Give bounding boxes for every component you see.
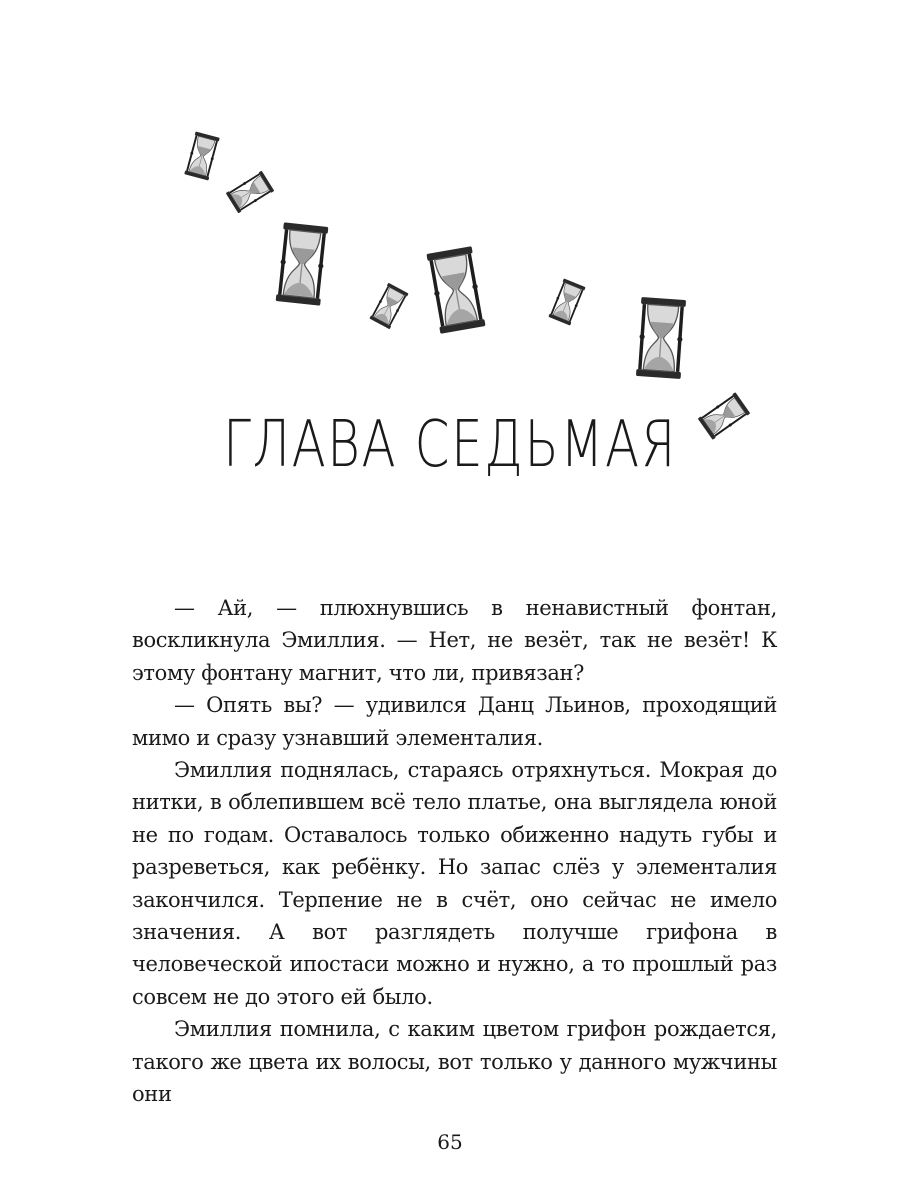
chapter-title: ГЛАВА СЕДЬМАЯ [223,408,677,482]
hourglass-icon [276,222,329,305]
paragraph: Эмиллия поднялась, стараясь отряхнуться. Мокрая до нитки, в облепившем всё тело платье, она выглядела юной не по годам. Оставалось только обиженно надуть губы и разреветься, как ребёнку. Но запас слёз у элементалия закончился. Терпение не в счёт, оно сейчас не имело значения. А вот разглядеть получше грифона в человеческой ипостаси можно и нужно, а то прошлый раз совсем не до этого ей было. [132,758,777,1009]
body-text [132,592,777,1111]
hourglass-icon [636,297,686,379]
hourglass-icon [548,278,585,325]
paragraph: — Ай, — плюхнувшись в ненавистный фонтан, воскликнула Эмиллия. — Нет, не везёт, так не везёт! К этому фонтану магнит, что ли, привязан? [132,596,777,685]
hourglass-icon [184,131,220,180]
paragraph: — Опять вы? — удивился Данц Льинов, проходящий мимо и сразу узнавший элементалия. [132,693,777,750]
hourglass-icon [369,283,408,329]
hourglass-icon [226,171,275,214]
hourglass-icon [426,246,485,334]
paragraph: Эмиллия помнила, с каким цветом грифон рождается, такого же цвета их волосы, вот только у данного мужчины они [132,1017,777,1107]
page-number: 65 [437,1130,463,1154]
